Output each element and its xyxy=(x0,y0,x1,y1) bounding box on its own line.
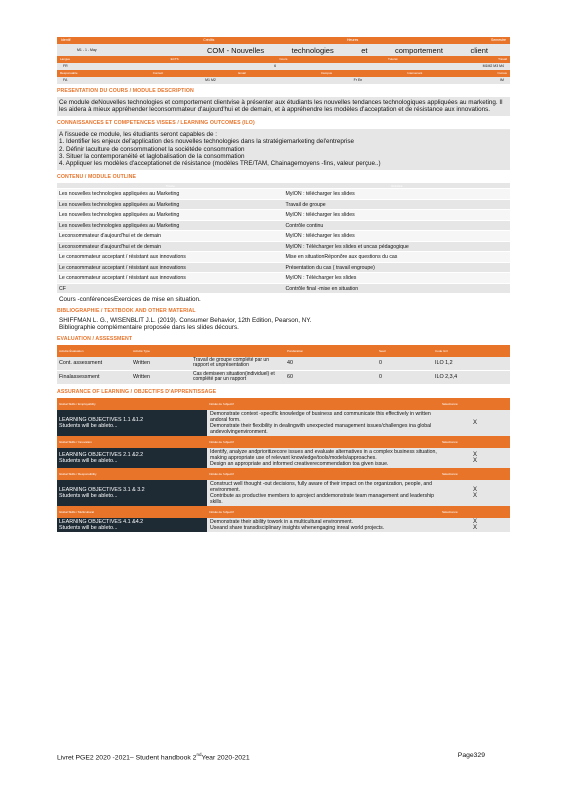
column-header: Activité Type xyxy=(131,345,191,357)
info-value: FA xyxy=(63,78,68,82)
objective-subtitle: Students will be ableto... xyxy=(59,457,118,464)
table-cell: ILO 1,2 xyxy=(433,357,510,371)
column-header: Activité Évaluation xyxy=(57,345,131,357)
table-row xyxy=(57,199,510,210)
column-header xyxy=(191,345,285,357)
title-word: comportement xyxy=(395,45,443,55)
table-cell: MyION : télécharger les slides xyxy=(284,189,511,200)
column-header: Intitulé de l'objectif xyxy=(207,398,440,410)
bibliography-text xyxy=(57,317,510,332)
table-header-row xyxy=(57,436,510,448)
column-header: Pondération xyxy=(285,345,377,357)
check-mark: X xyxy=(472,492,477,499)
table-cell: Written xyxy=(131,370,191,384)
objective-subtitle: Students will be ableto... xyxy=(59,492,118,499)
table-cell: Présentation du cas ( travail engroupe) xyxy=(284,262,511,273)
bar-label: Email xyxy=(238,71,246,75)
objective-title: LEARNING OBJECTIVES 3.1 & 3.2 xyxy=(59,486,145,493)
check-mark: X xyxy=(472,419,477,426)
bar-label: Campus xyxy=(320,71,333,75)
aol-row xyxy=(57,518,510,532)
objective-label xyxy=(57,448,207,468)
column-header: Sélectionné xyxy=(440,468,510,480)
table-cell: Les nouvelles technologies appliquées au Marketing xyxy=(57,220,284,231)
table-cell: Cas demiseen situation(individuel) et complété par un rapport xyxy=(191,370,285,384)
table-row xyxy=(57,273,510,284)
objective-label xyxy=(57,480,207,506)
bar-label: Langue xyxy=(60,57,71,61)
table-row xyxy=(57,252,510,263)
bibliography-ref: Bibliographie complémentaire proposée dans les slides décours. xyxy=(59,324,239,332)
header-bar xyxy=(57,56,510,63)
title-word: client xyxy=(470,45,488,55)
info-value: M1 M2 xyxy=(205,78,216,82)
table-cell: Les nouvelles technologies appliquées au Marketing xyxy=(57,210,284,221)
column-header: Sélectionné xyxy=(440,436,510,448)
table-cell: CF xyxy=(57,283,284,294)
table-cell: Written xyxy=(131,357,191,371)
objective-text: Demonstrate their ability towork in a multicultural environment. xyxy=(210,518,354,525)
bar-label: Responsable xyxy=(60,71,78,75)
table-header-row xyxy=(57,398,510,410)
objective-text: Demonstrate context -specific knowledge of business and communicate this effectively in written andoral form. xyxy=(210,410,431,423)
ilo-intro: A l'issuede ce module, les étudiants seront capables de : xyxy=(59,130,218,138)
course-title xyxy=(207,46,510,55)
table-cell: Contrôle final -mise en situation xyxy=(284,283,511,294)
column-header: Intitulé de l'objectif xyxy=(207,436,440,448)
objective-text: Construct well thought -out decisions, fully aware of their impact on the organization, people, and environment. xyxy=(210,480,433,493)
bar-label: Heures xyxy=(347,38,359,42)
ilo-item: 1. Identifier les enjeux del'application des nouvelles technologies dans la stratégiemarketing del'entreprise xyxy=(59,138,355,146)
outline-note: Cours -conférencesExercices de mise en situation. xyxy=(59,296,201,304)
check-mark: X xyxy=(472,457,477,464)
footer-text: Year 2020-2021 xyxy=(201,754,250,762)
table-cell: 40 xyxy=(285,357,377,371)
title-word: technologies xyxy=(291,45,334,55)
table-cell: Finalassessment xyxy=(57,370,131,384)
objective-mark xyxy=(440,410,510,436)
footer-text: Livret PGE2 2020 -2021– Student handbook 2 xyxy=(57,754,197,762)
bar-label: ECTS xyxy=(170,57,179,61)
objective-desc xyxy=(207,518,440,532)
table-row xyxy=(57,370,510,384)
column-header: Global Skills / Innovation xyxy=(57,436,207,448)
outline-heading: CONTENU / MODULE OUTLINE xyxy=(57,173,137,180)
table-cell: 60 xyxy=(285,370,377,384)
info-row xyxy=(57,63,510,70)
table-cell: MyION : Télécharger les slides et uncas pédagogique xyxy=(284,241,511,252)
bar-label: Crédits xyxy=(203,38,215,42)
check-mark: X xyxy=(472,518,477,525)
table-cell: Travail de groupe complété par un rapport et unprésentation xyxy=(191,357,285,371)
bibliography-heading: BIBLIOGRAPHIE / TEXTBOOK AND OTHER MATERIAL xyxy=(57,307,196,314)
title-word: COM - Nouvelles xyxy=(207,45,265,55)
objective-desc xyxy=(207,480,440,506)
table-cell: Contrôle continu xyxy=(284,220,511,231)
info-value: Fr En xyxy=(353,78,363,82)
table-header-row xyxy=(57,345,510,357)
aol-heading: ASSURANCE OF LEARNING / OBJECTIFS D'APPRENTISSAGE xyxy=(57,388,217,395)
table-cell: Mise en situationRéponðre aux questions du cas xyxy=(284,252,511,263)
page-footer xyxy=(57,752,485,761)
bar-label: Identif xyxy=(61,38,71,42)
ilo-heading: CONNAISSANCES ET COMPETENCES VISEES / LEARNING OUTCOMES (ILO) xyxy=(57,119,255,126)
ilo-item: 2. Définir laculture de consommationet la sociétéde consommation xyxy=(59,145,245,153)
aol-row xyxy=(57,448,510,468)
evaluation-heading: EVALUATION / ASSESSMENT xyxy=(57,335,133,342)
column-header: Intitulé de l'objectif xyxy=(207,468,440,480)
check-mark: X xyxy=(472,451,477,458)
ilo-item: 4. Appliquer les modèles d'acceptationet de résistance (modèles TRE/TAM, Chainagemoyens -fins, valeur perçue..) xyxy=(59,160,381,168)
table-cell: MyION : Télécharger les slides xyxy=(284,273,511,284)
objective-mark xyxy=(440,480,510,506)
table-header-row xyxy=(57,468,510,480)
table-cell: 0 xyxy=(377,370,433,384)
objective-desc xyxy=(207,448,440,468)
column-header: Global Skills / Multicultural xyxy=(57,506,207,518)
outline-table xyxy=(57,183,510,295)
objective-text: Design an appropriate and informed creativerecommendation toa given issue. xyxy=(210,460,389,467)
ilo-item: 3. Situer la contemporanéité et laglobalisation de la consommation xyxy=(59,153,245,161)
objective-title: LEARNING OBJECTIVES 4.1 &4.2 xyxy=(59,518,144,525)
objective-label xyxy=(57,410,207,436)
check-mark: X xyxy=(472,486,477,493)
column-header: Thème xyxy=(57,183,284,189)
objective-subtitle: Students will be ableto... xyxy=(59,422,118,429)
footer-sup: nd xyxy=(196,752,202,757)
objective-mark xyxy=(440,448,510,468)
info-value: M1M2 M3 M4 xyxy=(482,64,504,68)
table-cell: Leconsommateur d'aujourd'hui et de demain xyxy=(57,231,284,242)
objective-text: Demonstrate their flexibility in dealingwith unexpected management issues/challenges ina global andevolvingenvironment. xyxy=(210,422,432,435)
objective-text: Contribute as productive members to aproject anddemonstrate team management and leadership skills. xyxy=(210,492,435,505)
table-cell: MyION : télécharger les slides xyxy=(284,231,511,242)
bar-label: Cursus xyxy=(497,71,507,75)
table-row xyxy=(57,357,510,371)
table-cell: Le consommateur acceptant / résistant aux innovations xyxy=(57,273,284,284)
objective-mark xyxy=(440,518,510,532)
table-cell: Travail de groupe xyxy=(284,199,511,210)
objective-desc xyxy=(207,410,440,436)
column-header: Global Skills / Employability xyxy=(57,398,207,410)
info-value: FR xyxy=(63,64,68,68)
table-cell: Les nouvelles technologies appliquées au Marketing xyxy=(57,189,284,200)
column-header: Global Skills / Responsibility xyxy=(57,468,207,480)
table-row xyxy=(57,241,510,252)
column-header: Code ILO xyxy=(433,345,510,357)
footer-left xyxy=(57,752,250,761)
evaluation-table xyxy=(57,345,510,385)
bar-label: Tutorat xyxy=(388,57,398,61)
info-value: 6 xyxy=(274,64,277,68)
table-cell: Leconsommateur d'aujourd'hui et de demain xyxy=(57,241,284,252)
title-word: et xyxy=(361,45,368,55)
objective-subtitle: Students will be ableto... xyxy=(59,524,118,531)
table-cell: 0 xyxy=(377,357,433,371)
aol-row xyxy=(57,480,510,506)
header-bar xyxy=(57,37,510,44)
table-row xyxy=(57,262,510,273)
page-number: Page329 xyxy=(457,752,485,759)
course-code: M1 - 1 - May xyxy=(77,48,97,52)
table-cell: Le consommateur acceptant / résistant aux innovations xyxy=(57,252,284,263)
aol-row xyxy=(57,410,510,436)
bar-label: Travail xyxy=(498,57,507,61)
bar-label: Cours xyxy=(279,57,288,61)
table-row xyxy=(57,283,510,294)
ilo-block xyxy=(57,129,510,170)
bar-label: Intervenant xyxy=(407,71,423,75)
objective-label xyxy=(57,518,207,532)
course-sheet xyxy=(57,37,510,532)
objective-text: Identify, analyze andprioritizecore issues and evaluate alternatives in a complex business situation, making appropriate use of relevant knowledge/tools/models/approaches. xyxy=(210,448,437,461)
objective-title: LEARNING OBJECTIVES 1.1 &1.2 xyxy=(59,416,144,423)
header-bar xyxy=(57,70,510,77)
table-cell: ILO 2,3,4 xyxy=(433,370,510,384)
presentation-heading: PRESENTATION DU COURS / MODULE DESCRIPTION xyxy=(57,88,194,94)
table-row xyxy=(57,220,510,231)
info-value: IM xyxy=(500,78,504,82)
column-header: Activités xyxy=(284,183,511,189)
table-cell: Cont. assessment xyxy=(57,357,131,371)
table-cell: Le consommateur acceptant / résistant aux innovations xyxy=(57,262,284,273)
table-cell: MyION : télécharger les slides xyxy=(284,210,511,221)
column-header: Seuil xyxy=(377,345,433,357)
objective-text: Useand share transdisciplinary insights whenengaging inreal world projects. xyxy=(210,524,385,531)
bibliography-ref: SHIFFMAN L. G., WISENBLIT J.L. (2019). Consumer Behavior, 12th Edition, Pearson, NY. xyxy=(59,316,312,324)
check-mark: X xyxy=(472,524,477,531)
presentation-text: Ce module deNouvelles technologies et comportement clientvise à présenter aux étudiants les nouvelles tendances technologiques appliquées au marketing. Il les aidera à mieux appréhender leconsommateur d'aujourd'hui et de demain, et à appréhendre les modèles d'acceptation et de résistance aux innovations. xyxy=(57,97,510,116)
objective-title: LEARNING OBJECTIVES 2.1 &2.2 xyxy=(59,451,144,458)
bar-label: Contact xyxy=(152,71,164,75)
bar-label: Semestre xyxy=(491,38,506,42)
table-header-row xyxy=(57,506,510,518)
table-row xyxy=(57,210,510,221)
aol-table xyxy=(57,398,510,532)
info-row xyxy=(57,77,510,84)
course-title-row xyxy=(57,44,510,56)
table-row xyxy=(57,231,510,242)
column-header: Sélectionné xyxy=(440,398,510,410)
column-header: Sélectionné xyxy=(440,506,510,518)
table-row xyxy=(57,189,510,200)
column-header: Intitulé de l'objectif xyxy=(207,506,440,518)
table-cell: Les nouvelles technologies appliquées au Marketing xyxy=(57,199,284,210)
